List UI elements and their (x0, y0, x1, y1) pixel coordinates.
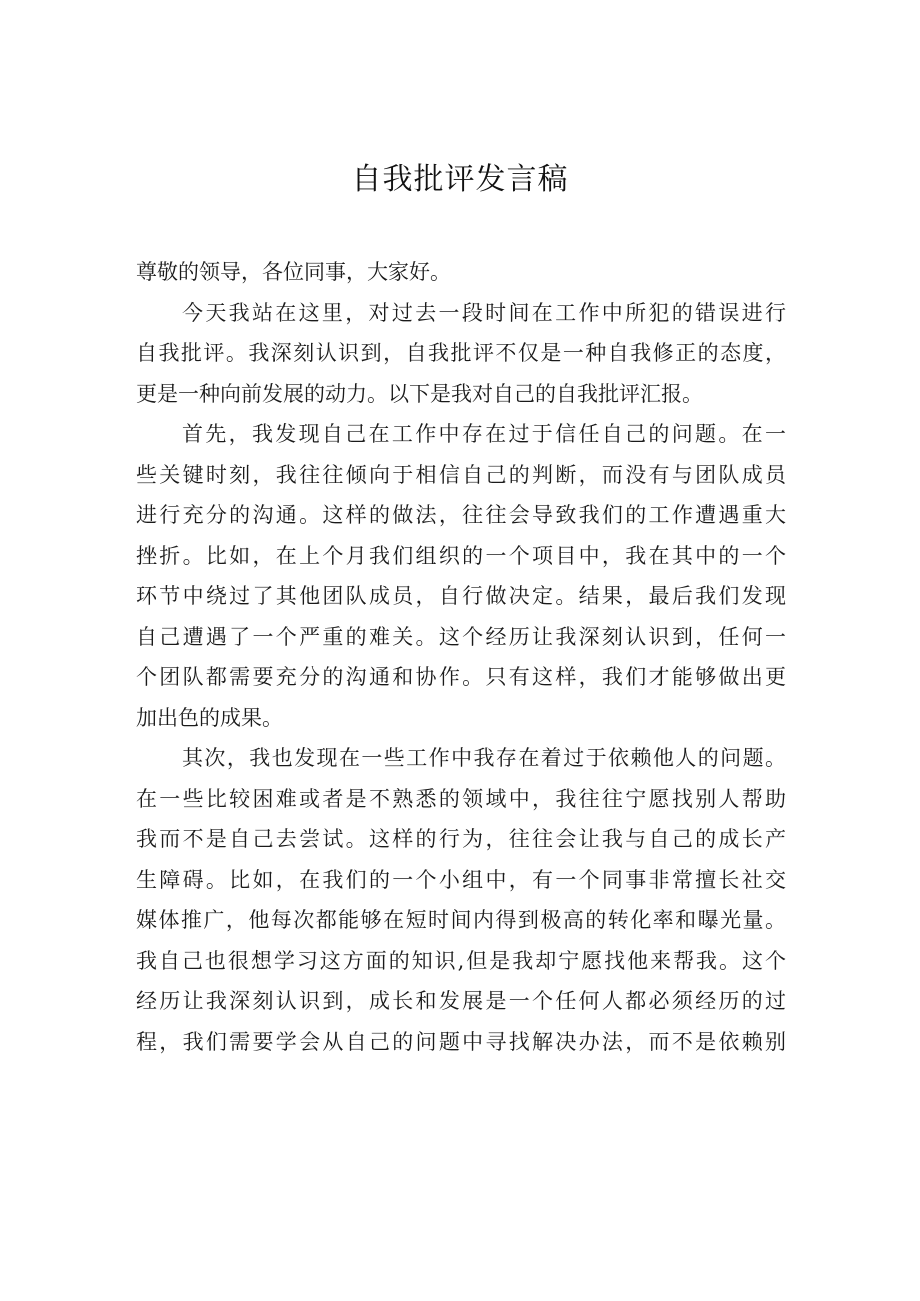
greeting-line: 尊敬的领导，各位同事，大家好。 (136, 260, 451, 284)
paragraph-line: 自己遭遇了一个严重的难关。这个经历让我深刻认识到，任何一 (136, 624, 786, 649)
paragraph-line: 今天我站在这里，对过去一段时间在工作中所犯的错误进行 (182, 300, 786, 325)
document-title: 自我批评发言稿 (351, 162, 569, 197)
paragraph-line: 我自己也很想学习这方面的知识,但是我却宁愿找他来帮我。这个 (136, 948, 786, 973)
paragraph-line: 自我批评。我深刻认识到，自我批评不仅是一种自我修正的态度， (136, 341, 786, 365)
paragraph-line: 程，我们需要学会从自己的问题中寻找解决办法，而不是依赖别 (136, 1029, 786, 1054)
paragraph-line: 在一些比较困难或者是不熟悉的领域中，我往往宁愿找别人帮助 (136, 786, 786, 811)
paragraph-line: 经历让我深刻认识到，成长和发展是一个任何人都必须经历的过 (136, 989, 786, 1013)
paragraph-line: 挫折。比如，在上个月我们组织的一个项目中，我在其中的一个 (136, 543, 786, 568)
paragraph-line: 我而不是自己去尝试。这样的行为，往往会让我与自己的成长产 (136, 827, 786, 851)
paragraph-line: 生障碍。比如，在我们的一个小组中，有一个同事非常擅长社交 (136, 867, 786, 892)
paragraph-line: 更是一种向前发展的动力。以下是我对自己的自我批评汇报。 (136, 381, 703, 406)
paragraph-line: 进行充分的沟通。这样的做法，往往会导致我们的工作遭遇重大 (136, 503, 786, 527)
paragraph-line: 其次，我也发现在一些工作中我存在着过于依赖他人的问题。 (182, 746, 786, 770)
paragraph-line: 首先，我发现自己在工作中存在过于信任自己的问题。在一 (182, 422, 786, 446)
paragraph-line: 个团队都需要充分的沟通和协作。只有这样，我们才能够做出更 (136, 665, 786, 689)
paragraph-line: 些关键时刻，我往往倾向于相信自己的判断，而没有与团队成员 (136, 462, 786, 487)
document-body (136, 252, 796, 1062)
paragraph-line: 环节中绕过了其他团队成员，自行做决定。结果，最后我们发现 (136, 584, 786, 608)
paragraph-line: 媒体推广，他每次都能够在短时间内得到极高的转化率和曝光量。 (136, 908, 786, 932)
paragraph-line: 加出色的成果。 (136, 705, 283, 730)
